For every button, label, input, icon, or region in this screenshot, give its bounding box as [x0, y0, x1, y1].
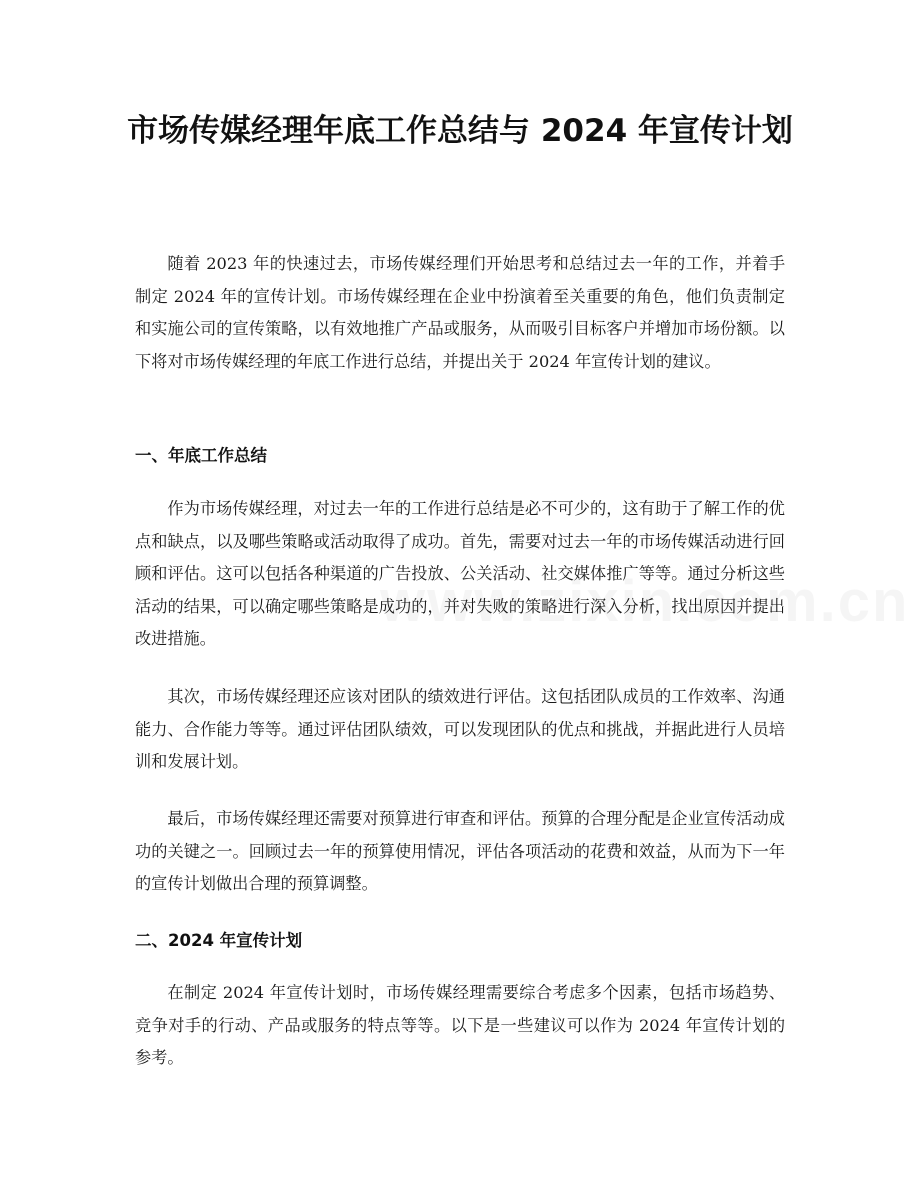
summary-paragraph-1: 作为市场传媒经理，对过去一年的工作进行总结是必不可少的，这有助于了解工作的优点和缺点，以及哪些策略或活动取得了成功。首先，需要对过去一年的市场传媒活动进行回顾和评估。这可以包括各种渠道的广告投放、公关活动、社交媒体推广等等。通过分析这些活动的结果，可以确定哪些策略是成功的，并对失败的策略进行深入分析，找出原因并提出改进措施。 [135, 499, 785, 649]
plan-paragraph-1: 在制定 2024 年宣传计划时，市场传媒经理需要综合考虑多个因素，包括市场趋势、竞争对手的行动、产品或服务的特点等等。以下是一些建议可以作为 2024 年宣传计划的参考。 [135, 983, 786, 1068]
summary-paragraph-2: 其次，市场传媒经理还应该对团队的绩效进行评估。这包括团队成员的工作效率、沟通能力、合作能力等等。通过评估团队绩效，可以发现团队的优点和挑战，并据此进行人员培训和发展计划。 [135, 687, 785, 772]
section-heading-summary: 一、年底工作总结 [135, 446, 267, 465]
intro-paragraph: 随着 2023 年的快速过去，市场传媒经理们开始思考和总结过去一年的工作，并着手制定 2024 年的宣传计划。市场传媒经理在企业中扮演着至关重要的角色，他们负责制定和实施公司的宣传策略，以有效地推广产品或服务，从而吸引目标客户并增加市场份额。以下将对市场传媒经理的年底工作进行总结，并提出关于 2024 年宣传计划的建议。 [135, 254, 785, 371]
summary-paragraph-3: 最后，市场传媒经理还需要对预算进行审查和评估。预算的合理分配是企业宣传活动成功的关键之一。回顾过去一年的预算使用情况，评估各项活动的花费和效益，从而为下一年的宣传计划做出合理的预算调整。 [135, 809, 785, 894]
document-title: 市场传媒经理年底工作总结与 2024 年宣传计划 [127, 113, 793, 149]
section-heading-plan: 二、2024 年宣传计划 [135, 931, 303, 950]
